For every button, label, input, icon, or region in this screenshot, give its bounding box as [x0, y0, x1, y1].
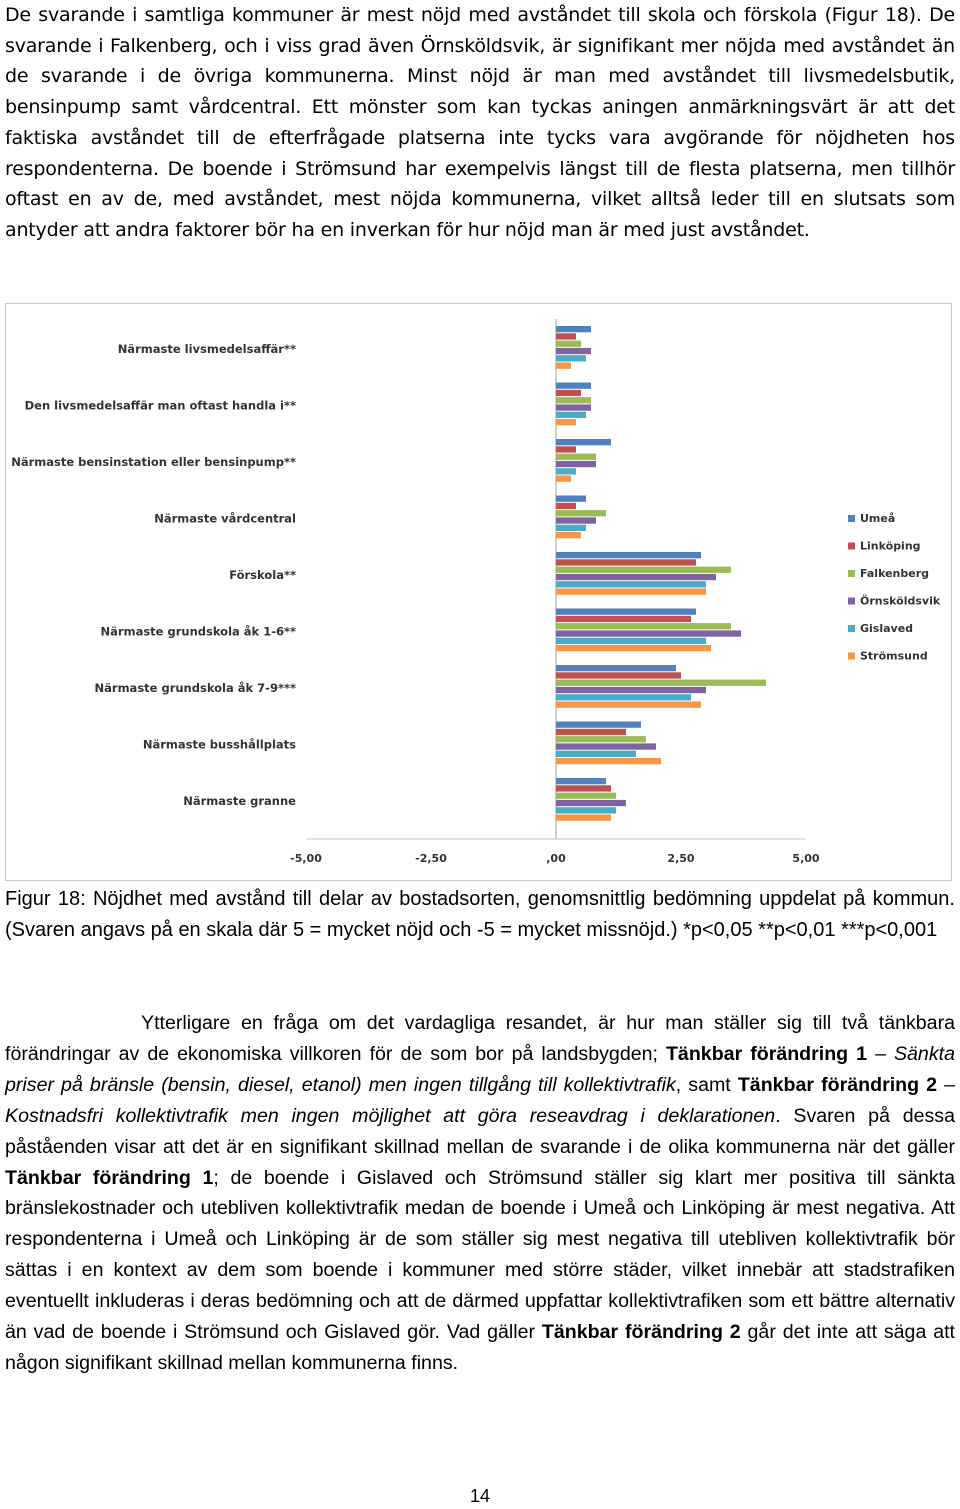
bar	[556, 616, 691, 622]
page-number: 14	[469, 1486, 491, 1506]
bar	[556, 778, 606, 784]
bar	[556, 503, 576, 509]
bar	[556, 461, 596, 467]
category-label: Närmaste vårdcentral	[154, 511, 296, 526]
bold-term: Tänkbar förändring 2	[737, 1073, 938, 1096]
bar	[556, 815, 611, 821]
category-label: Närmaste grundskola åk 1-6**	[100, 624, 296, 639]
bar	[556, 665, 676, 671]
bar	[556, 694, 691, 700]
text-run: Ytterligare en fråga om det vardagliga resandet, är hur man ställer sig till två tänkbara förändringar av de ekonomiska villkoren för de som bor på landsbygden;	[5, 1012, 955, 1065]
x-tick-label: 5,00	[792, 852, 820, 865]
bar	[556, 800, 626, 806]
category-label: Närmaste busshållplats	[142, 737, 296, 752]
category-label: Närmaste grundskola åk 7-9***	[94, 681, 296, 695]
bar	[556, 341, 581, 347]
bold-term: Tänkbar förändring 2	[541, 1321, 741, 1344]
bar	[556, 510, 606, 516]
bar	[556, 609, 696, 615]
bar	[556, 390, 581, 396]
bar	[556, 476, 571, 482]
bar	[556, 758, 661, 764]
legend-label: Gislaved	[860, 622, 914, 635]
bar	[556, 363, 571, 369]
bar	[556, 751, 636, 757]
bar	[556, 574, 716, 580]
italic-statement: Sänkta priser på bränsle (bensin, diesel, etanol) men ingen tillgång till kollektivtrafik	[5, 1042, 955, 1096]
x-tick-label: -2,50	[415, 852, 447, 865]
bar	[556, 743, 656, 749]
bar	[556, 645, 711, 651]
legend-swatch	[848, 625, 855, 632]
legend-label: Linköping	[860, 539, 921, 553]
bar	[556, 397, 591, 403]
text-run: går det inte att säga att någon signifikant skillnad mellan kommunerna finns.	[5, 1321, 955, 1374]
bar	[556, 419, 576, 425]
figure-18-chart	[5, 303, 952, 881]
legend-swatch	[848, 570, 855, 577]
bar	[556, 517, 596, 523]
legend-label: Örnsköldsvik	[860, 594, 941, 608]
bar	[556, 439, 611, 445]
legend-label: Strömsund	[860, 649, 928, 663]
bar	[556, 702, 701, 708]
bar	[556, 446, 576, 452]
legend-swatch	[848, 543, 855, 550]
bar	[556, 630, 741, 636]
bold-term: Tänkbar förändring 1	[665, 1042, 868, 1065]
x-tick-label: 2,50	[667, 852, 695, 865]
bar	[556, 623, 731, 629]
legend-swatch	[848, 653, 855, 660]
bar	[556, 496, 586, 502]
bottom-paragraph	[5, 1008, 955, 1379]
x-tick-label: ,00	[546, 852, 566, 865]
bar	[556, 468, 576, 474]
category-label: Närmaste bensinstation eller bensinpump**	[11, 455, 296, 469]
bar	[556, 355, 586, 361]
category-label: Närmaste granne	[183, 794, 296, 808]
bar	[556, 581, 706, 587]
bar	[556, 454, 596, 460]
legend-swatch	[848, 598, 855, 605]
bar	[556, 552, 701, 558]
text-run: –	[867, 1042, 894, 1065]
bar	[556, 532, 581, 538]
bar	[556, 785, 611, 791]
bar	[556, 589, 706, 595]
bar	[556, 567, 731, 573]
bold-term: Tänkbar förändring 1	[5, 1166, 214, 1189]
bar	[556, 333, 576, 339]
top-paragraph: De svarande i samtliga kommuner är mest nöjd med avståndet till skola och förskola (Figur 18). De svarande i Falkenberg, och i viss grad även Örnsköldsvik, är signifikant mer nöjda med avståndet än de svarande i de övriga kommunerna. Minst nöjd är man med avståndet till livsmedelsbutik, bensinpump samt vårdcentral. Ett mönster som kan tyckas aningen anmärkningsvärt är att det faktiska avståndet till de efterfrågade platserna inte tycks vara avgörande för nöjdheten hos respondenterna. De boende i Strömsund har exempelvis längst till de flesta platserna, men tillhör oftast en av de, med avståndet, mest nöjda kommunerna, vilket alltså leder till en slutsats som antyder att andra faktorer bör ha en inverkan för hur nöjd man är med just avståndet.	[5, 4, 955, 241]
category-label: Förskola**	[229, 568, 296, 582]
figure-caption: Figur 18: Nöjdhet med avstånd till delar av bostadsorten, genomsnittlig bedömning uppdelat på kommun. (Svaren angavs på en skala där 5 = mycket nöjd och -5 = mycket missnöjd.) *p<0,05 **p<0,01 ***p<0,001	[5, 888, 955, 941]
bar	[556, 672, 681, 678]
bar	[556, 525, 586, 531]
bar	[556, 383, 591, 389]
text-run: . Svaren på dessa påståenden visar att det är en signifikant skillnad mellan de svarande i de olika kommunerna när det gäller	[5, 1104, 955, 1158]
bar	[556, 687, 706, 693]
bar	[556, 729, 626, 735]
bar-chart	[6, 304, 951, 880]
text-run: ; de boende i Gislaved och Strömsund ställer sig klart mer positiva till sänkta bränslekostnader och utebliven kollektivtrafik medan de boende i Umeå och Linköping är mest negativa. Att respondenterna i Umeå och Linköping är de som ställer sig mest negativa till utebliven kollektivtrafik bör sättas i en kontext av dem som boende i kommuner med större städer, vilket innebär att stadstrafiken eventuellt inkluderas i deras bedömning och att de därmed uppfattar kollektivtrafiken som ett bättre alternativ än vad de boende i Strömsund och Gislaved gör. Vad gäller	[5, 1166, 955, 1344]
legend-label: Umeå	[860, 512, 896, 525]
bar	[556, 348, 591, 354]
bar	[556, 326, 591, 332]
bar	[556, 680, 766, 686]
bar	[556, 638, 706, 644]
text-run: –	[937, 1073, 956, 1096]
bar	[556, 807, 616, 813]
bar	[556, 404, 591, 410]
bar	[556, 736, 646, 742]
category-label: Närmaste livsmedelsaffär**	[117, 342, 296, 356]
x-tick-label: -5,00	[290, 852, 322, 865]
bar	[556, 559, 696, 565]
bar	[556, 793, 616, 799]
legend-swatch	[848, 515, 855, 522]
text-run: , samt	[675, 1073, 738, 1096]
italic-statement: Kostnadsfri kollektivtrafik men ingen möjlighet att göra reseavdrag i deklarationen	[5, 1104, 776, 1127]
bar	[556, 722, 641, 728]
legend-label: Falkenberg	[860, 567, 930, 580]
category-label: Den livsmedelsaffär man oftast handla i**	[24, 398, 296, 413]
bar	[556, 412, 586, 418]
